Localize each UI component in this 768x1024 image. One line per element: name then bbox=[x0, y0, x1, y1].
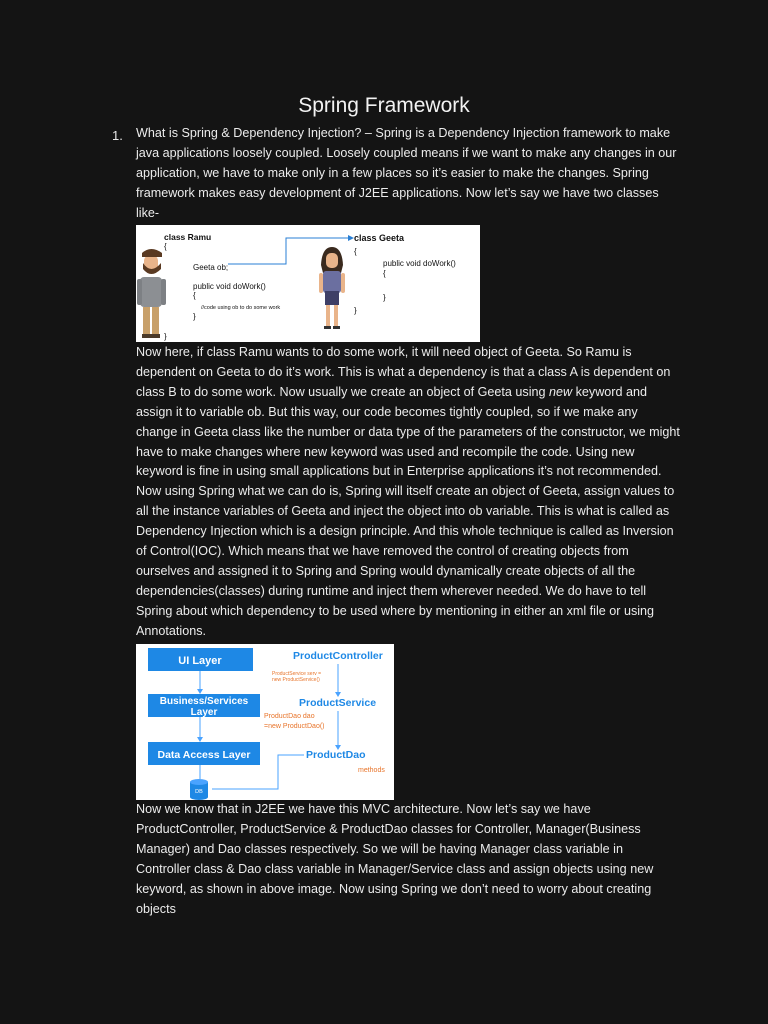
service-note-2: =new ProductDao() bbox=[264, 723, 325, 730]
dao-note: methods bbox=[358, 767, 385, 774]
business-layer-label-2: Layer bbox=[190, 707, 218, 718]
ramu-close-brace: } bbox=[164, 332, 167, 341]
geeta-method-open: { bbox=[383, 269, 386, 278]
ramu-geeta-diagram bbox=[136, 225, 480, 342]
para2-after: keyword and assign it to variable ob. But this way, our code becomes tightly coupled, so if we make any change in Geeta class like the number or data type of the parameters of the constructor, we might have to make changes where new keyword was used and recompile the code. Using new keyword is fine in using small applications but in Enterprise applications it’s not recommended. Now using Spring what we can do is, Spring will itself create an object of Geeta, assign values to all the instance variables of Geeta and inject the object into ob variable. This is what is called as Dependency Injection which is a design principle. And this whole technique is called as Inversion of Control(IOC). Which means that we have removed the control of creating objects from ourselves and assigned it to Spring and Spring would dynamically create objects of all the dependencies(classes) during runtime and inject them wherever needed. We do have to tell Spring about which dependency to be used where by mentioning in either an xml file or using Annotations. bbox=[136, 384, 680, 638]
ramu-method-close: } bbox=[193, 312, 196, 321]
ramu-method-open: { bbox=[193, 291, 196, 300]
mvc-paragraph: Now we know that in J2EE we have this MVC architecture. Now let’s say we have ProductController, ProductService & ProductDao classes for Controller, Manager(Business Manager) and Dao classes respectively. So we will be having Manager class variable in Controller class & Dao class variable in Manager/Service class and assign objects using new keyword, as shown in above image. Now using Spring we don’t need to worry about creating objects bbox=[136, 802, 654, 916]
ramu-class-label: class Ramu bbox=[164, 232, 212, 242]
ui-layer-label: UI Layer bbox=[178, 655, 222, 667]
dependency-paragraph bbox=[136, 343, 681, 642]
controller-note-1: ProductService serv = bbox=[272, 671, 322, 677]
service-note-1: ProductDao dao bbox=[264, 713, 315, 720]
ramu-open-brace: { bbox=[164, 242, 167, 251]
controller-note-2: new ProductService() bbox=[272, 677, 320, 683]
product-controller-label: ProductController bbox=[293, 650, 383, 662]
business-layer-label-1: Business/Services bbox=[159, 696, 249, 707]
business-to-data-arrow bbox=[197, 737, 203, 742]
db-label: DB bbox=[195, 789, 203, 795]
geeta-close-brace: } bbox=[354, 306, 357, 315]
layers-diagram bbox=[136, 644, 394, 800]
product-dao-label: ProductDao bbox=[306, 749, 366, 761]
geeta-method-close: } bbox=[383, 293, 386, 302]
geeta-open-brace: { bbox=[354, 247, 357, 256]
geeta-character bbox=[319, 247, 345, 329]
para2-before: Now here, if class Ramu wants to do some work, it will need object of Geeta. So Ramu is dependent on Geeta to do it’s work. This is what a dependency is that a class A is dependent on class B to do some work. Now usually we create an object of Geeta using bbox=[136, 345, 671, 399]
data-access-layer-label: Data Access Layer bbox=[157, 749, 251, 761]
new-keyword: new bbox=[549, 384, 573, 399]
ramu-field: Geeta ob; bbox=[193, 263, 229, 272]
ui-to-business-arrow bbox=[197, 689, 203, 694]
product-service-label: ProductService bbox=[299, 697, 377, 709]
ramu-method: public void doWork() bbox=[193, 282, 266, 291]
ramu-character bbox=[137, 249, 166, 338]
list-number: 1. bbox=[112, 128, 123, 143]
geeta-class-label: class Geeta bbox=[354, 233, 405, 243]
ramu-comment: //code using ob to do some work bbox=[201, 305, 281, 311]
page-title: Spring Framework bbox=[298, 94, 470, 117]
intro-paragraph: What is Spring & Dependency Injection? – Spring is a Dependency Injection framework to make java applications loosely coupled. Loosely coupled means if we want to make any changes in our application, we have to make only in a few places so it’s easier to make the changes. Spring framework makes easy development of J2EE applications. Now let’s say we have two classes like- bbox=[136, 126, 677, 220]
ramu-geeta-figure bbox=[136, 225, 480, 342]
layers-figure bbox=[136, 644, 394, 800]
geeta-method: public void doWork() bbox=[383, 259, 456, 268]
